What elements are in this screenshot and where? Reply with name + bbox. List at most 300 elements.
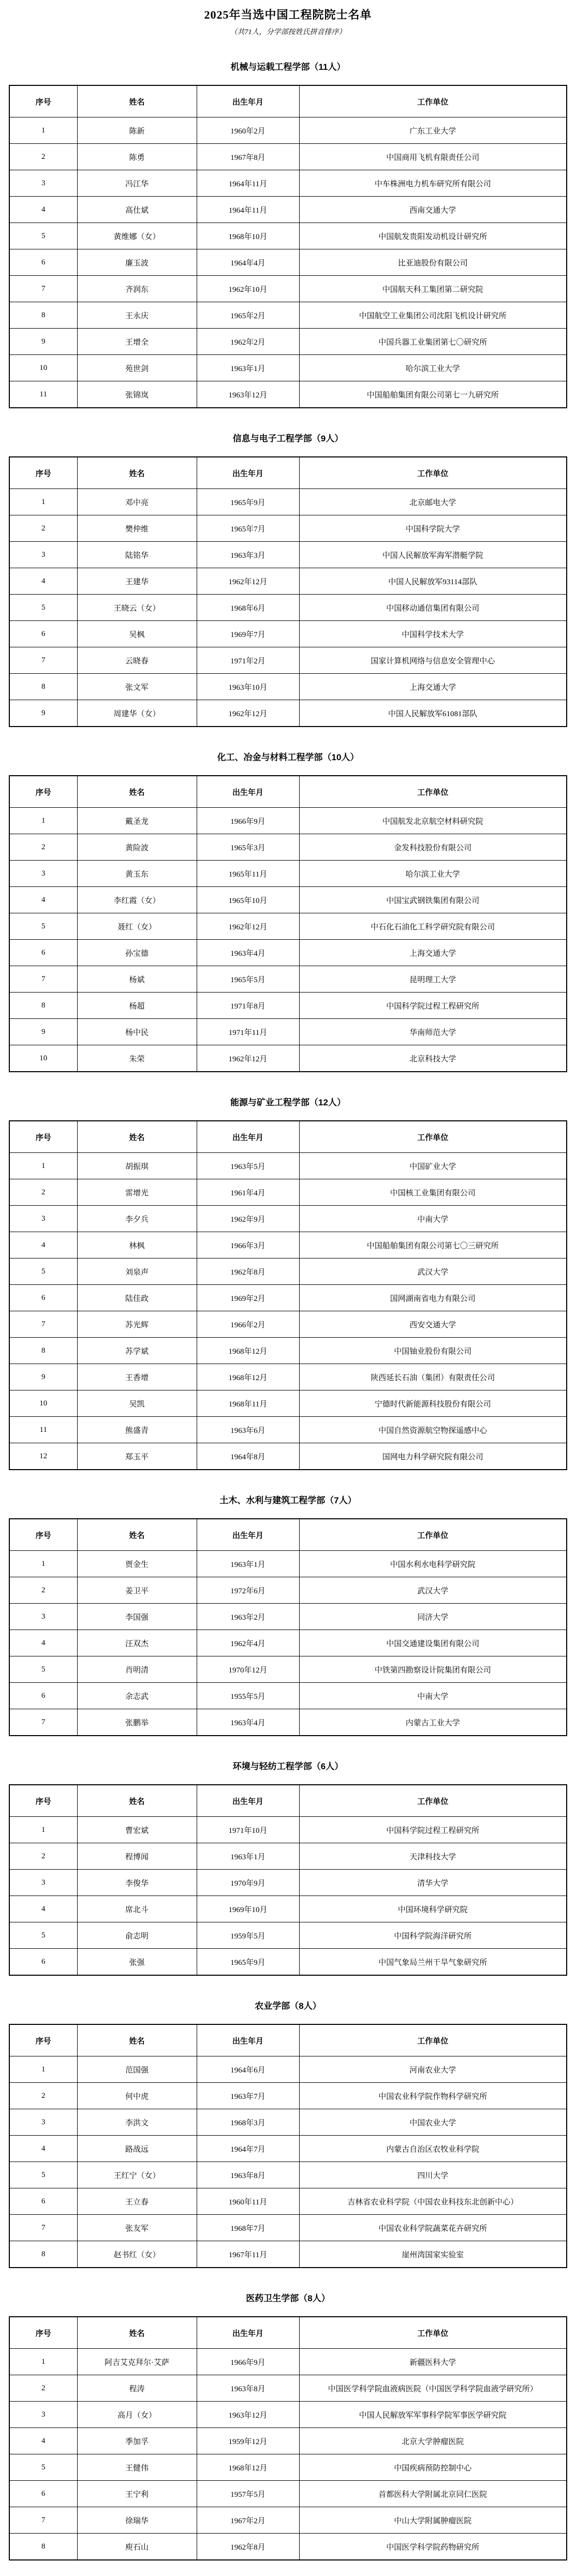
cell-employer: 中国船舶集团有限公司第七一九研究所 xyxy=(299,381,567,408)
column-header: 序号 xyxy=(9,1121,77,1153)
department-section xyxy=(0,2291,576,2560)
cell-birth-date: 1964年11月 xyxy=(197,197,299,223)
cell-index: 1 xyxy=(9,2056,77,2083)
cell-name: 胡振琪 xyxy=(77,1153,197,1179)
department-section xyxy=(0,431,576,727)
table-header-row xyxy=(9,1121,567,1153)
cell-index: 3 xyxy=(9,170,77,197)
table-row xyxy=(9,355,567,381)
section-heading: 环境与轻纺工程学部（6人） xyxy=(232,1761,344,1771)
cell-birth-date: 1969年2月 xyxy=(197,1285,299,1311)
cell-employer: 昆明理工大学 xyxy=(299,966,567,993)
cell-employer: 清华大学 xyxy=(299,1870,567,1896)
cell-birth-date: 1960年11月 xyxy=(197,2188,299,2215)
cell-employer: 北京邮电大学 xyxy=(299,489,567,515)
cell-index: 6 xyxy=(9,2481,77,2507)
cell-name: 熊盛青 xyxy=(77,1417,197,1443)
table-row xyxy=(9,1577,567,1604)
cell-birth-date: 1963年4月 xyxy=(197,940,299,966)
cell-index: 7 xyxy=(9,2215,77,2241)
cell-birth-date: 1955年5月 xyxy=(197,1683,299,1709)
cell-employer: 上海交通大学 xyxy=(299,940,567,966)
table-row xyxy=(9,2454,567,2481)
cell-birth-date: 1959年12月 xyxy=(197,2428,299,2454)
cell-index: 7 xyxy=(9,1311,77,1338)
cell-employer: 崖州湾国家实验室 xyxy=(299,2241,567,2268)
cell-birth-date: 1964年6月 xyxy=(197,2056,299,2083)
table-row xyxy=(9,117,567,144)
cell-employer: 内蒙古自治区农牧业科学院 xyxy=(299,2136,567,2162)
cell-employer: 中国商用飞机有限责任公司 xyxy=(299,144,567,170)
table-row xyxy=(9,1817,567,1843)
table-row xyxy=(9,1206,567,1232)
cell-index: 6 xyxy=(9,621,77,647)
cell-employer: 同济大学 xyxy=(299,1604,567,1630)
cell-employer: 中国人民解放军61081部队 xyxy=(299,700,567,727)
cell-name: 李国强 xyxy=(77,1604,197,1630)
cell-name: 聂红（女） xyxy=(77,913,197,940)
cell-birth-date: 1968年11月 xyxy=(197,1390,299,1417)
cell-name: 冯江华 xyxy=(77,170,197,197)
cell-birth-date: 1965年2月 xyxy=(197,302,299,329)
section-heading: 农业学部（8人） xyxy=(255,2001,321,2011)
cell-birth-date: 1968年7月 xyxy=(197,2215,299,2241)
column-header: 序号 xyxy=(9,2317,77,2349)
cell-index: 3 xyxy=(9,2402,77,2428)
cell-birth-date: 1959年5月 xyxy=(197,1922,299,1949)
cell-employer: 首都医科大学附属北京同仁医院 xyxy=(299,2481,567,2507)
cell-index: 7 xyxy=(9,966,77,993)
table-row xyxy=(9,1604,567,1630)
cell-birth-date: 1963年10月 xyxy=(197,674,299,700)
cell-name: 刘泉声 xyxy=(77,1259,197,1285)
cell-index: 5 xyxy=(9,1922,77,1949)
cell-index: 5 xyxy=(9,2454,77,2481)
cell-employer: 中车株洲电力机车研究所有限公司 xyxy=(299,170,567,197)
roster-table xyxy=(9,2316,567,2560)
table-header-row xyxy=(9,85,567,117)
cell-index: 6 xyxy=(9,1285,77,1311)
table-row xyxy=(9,2056,567,2083)
table-row xyxy=(9,302,567,329)
table-row xyxy=(9,1417,567,1443)
column-header: 工作单位 xyxy=(299,1785,567,1817)
cell-employer: 哈尔滨工业大学 xyxy=(299,355,567,381)
cell-birth-date: 1966年2月 xyxy=(197,1311,299,1338)
table-row xyxy=(9,1843,567,1870)
cell-employer: 中国医学科学院血液病医院（中国医学科学院血液学研究所） xyxy=(299,2375,567,2402)
section-heading: 机械与运载工程学部（11人） xyxy=(230,62,346,72)
table-row xyxy=(9,144,567,170)
table-row xyxy=(9,1285,567,1311)
table-row xyxy=(9,674,567,700)
cell-employer: 北京科技大学 xyxy=(299,1045,567,1072)
cell-name: 汪双杰 xyxy=(77,1630,197,1656)
cell-name: 苑世剑 xyxy=(77,355,197,381)
cell-name: 余志武 xyxy=(77,1683,197,1709)
column-header: 出生年月 xyxy=(197,2024,299,2056)
cell-employer: 天津科技大学 xyxy=(299,1843,567,1870)
table-row xyxy=(9,1259,567,1285)
cell-name: 阿吉艾克拜尔·艾萨 xyxy=(77,2349,197,2375)
cell-name: 周建华（女） xyxy=(77,700,197,727)
cell-name: 姜卫平 xyxy=(77,1577,197,1604)
column-header: 姓名 xyxy=(77,2317,197,2349)
cell-name: 王健伟 xyxy=(77,2454,197,2481)
sections-container xyxy=(0,60,576,2560)
table-row xyxy=(9,647,567,674)
cell-index: 8 xyxy=(9,2534,77,2560)
cell-name: 齐润东 xyxy=(77,276,197,302)
table-row xyxy=(9,1551,567,1577)
table-row xyxy=(9,2402,567,2428)
cell-index: 3 xyxy=(9,1604,77,1630)
roster-table xyxy=(9,1518,567,1736)
cell-index: 7 xyxy=(9,647,77,674)
cell-name: 高月（女） xyxy=(77,2402,197,2428)
cell-index: 7 xyxy=(9,2507,77,2534)
table-row xyxy=(9,170,567,197)
cell-index: 2 xyxy=(9,2083,77,2109)
cell-employer: 中国矿业大学 xyxy=(299,1153,567,1179)
table-row xyxy=(9,2241,567,2268)
cell-index: 2 xyxy=(9,515,77,542)
table-row xyxy=(9,1922,567,1949)
cell-index: 9 xyxy=(9,700,77,727)
table-row xyxy=(9,2507,567,2534)
cell-index: 2 xyxy=(9,1179,77,1206)
cell-employer: 广东工业大学 xyxy=(299,117,567,144)
cell-employer: 吉林省农业科学院（中国农业科技东北创新中心） xyxy=(299,2188,567,2215)
table-row xyxy=(9,249,567,276)
cell-index: 8 xyxy=(9,993,77,1019)
cell-name: 张文军 xyxy=(77,674,197,700)
table-row xyxy=(9,2109,567,2136)
cell-birth-date: 1969年10月 xyxy=(197,1896,299,1922)
table-row xyxy=(9,1019,567,1045)
cell-birth-date: 1965年10月 xyxy=(197,887,299,913)
cell-employer: 华南师范大学 xyxy=(299,1019,567,1045)
table-row xyxy=(9,1390,567,1417)
table-row xyxy=(9,223,567,249)
table-row xyxy=(9,834,567,861)
cell-employer: 中国铀业股份有限公司 xyxy=(299,1338,567,1364)
cell-name: 赵书红（女） xyxy=(77,2241,197,2268)
cell-birth-date: 1962年9月 xyxy=(197,1206,299,1232)
table-row xyxy=(9,2349,567,2375)
cell-employer: 国网电力科学研究院有限公司 xyxy=(299,1443,567,1470)
cell-index: 7 xyxy=(9,1709,77,1736)
page-subtitle: （共71人，分学部按姓氏拼音排序） xyxy=(230,28,346,36)
cell-name: 王增全 xyxy=(77,329,197,355)
cell-index: 11 xyxy=(9,1417,77,1443)
cell-employer: 西安交通大学 xyxy=(299,1311,567,1338)
cell-birth-date: 1963年8月 xyxy=(197,2375,299,2402)
section-heading: 化工、冶金与材料工程学部（10人） xyxy=(217,752,359,762)
table-row xyxy=(9,887,567,913)
cell-name: 黄玉东 xyxy=(77,861,197,887)
cell-employer: 河南农业大学 xyxy=(299,2056,567,2083)
cell-name: 苏学斌 xyxy=(77,1338,197,1364)
cell-name: 程涛 xyxy=(77,2375,197,2402)
cell-name: 云晓春 xyxy=(77,647,197,674)
column-header: 姓名 xyxy=(77,2024,197,2056)
roster-table xyxy=(9,456,567,727)
cell-employer: 中国疾病预防控制中心 xyxy=(299,2454,567,2481)
table-row xyxy=(9,1683,567,1709)
cell-index: 6 xyxy=(9,1949,77,1976)
table-row xyxy=(9,1870,567,1896)
cell-birth-date: 1964年11月 xyxy=(197,170,299,197)
table-row xyxy=(9,621,567,647)
column-header: 姓名 xyxy=(77,1519,197,1551)
section-heading: 医药卫生学部（8人） xyxy=(246,2293,330,2303)
column-header: 工作单位 xyxy=(299,2024,567,2056)
cell-index: 2 xyxy=(9,144,77,170)
cell-employer: 金发科技股份有限公司 xyxy=(299,834,567,861)
cell-birth-date: 1965年9月 xyxy=(197,489,299,515)
cell-employer: 中国交通建设集团有限公司 xyxy=(299,1630,567,1656)
cell-birth-date: 1960年2月 xyxy=(197,117,299,144)
table-row xyxy=(9,993,567,1019)
cell-birth-date: 1964年7月 xyxy=(197,2136,299,2162)
column-header: 序号 xyxy=(9,1519,77,1551)
cell-name: 张友军 xyxy=(77,2215,197,2241)
column-header: 工作单位 xyxy=(299,1121,567,1153)
cell-name: 杨斌 xyxy=(77,966,197,993)
page-title: 2025年当选中国工程院院士名单 xyxy=(204,8,372,21)
cell-employer: 中国科学院大学 xyxy=(299,515,567,542)
table-row xyxy=(9,940,567,966)
cell-birth-date: 1963年12月 xyxy=(197,2402,299,2428)
table-header-row xyxy=(9,457,567,489)
cell-employer: 中山大学附属肿瘤医院 xyxy=(299,2507,567,2534)
department-section xyxy=(0,1095,576,1470)
cell-index: 9 xyxy=(9,1364,77,1390)
cell-employer: 中国科学院海洋研究所 xyxy=(299,1922,567,1949)
cell-name: 雷增光 xyxy=(77,1179,197,1206)
cell-name: 范国强 xyxy=(77,2056,197,2083)
cell-birth-date: 1967年8月 xyxy=(197,144,299,170)
department-section xyxy=(0,1493,576,1736)
cell-name: 陈勇 xyxy=(77,144,197,170)
cell-name: 张锦岚 xyxy=(77,381,197,408)
table-row xyxy=(9,2083,567,2109)
cell-birth-date: 1971年11月 xyxy=(197,1019,299,1045)
cell-birth-date: 1962年12月 xyxy=(197,568,299,595)
cell-name: 黄险波 xyxy=(77,834,197,861)
cell-birth-date: 1962年2月 xyxy=(197,329,299,355)
cell-index: 1 xyxy=(9,1817,77,1843)
cell-index: 8 xyxy=(9,1338,77,1364)
cell-employer: 武汉大学 xyxy=(299,1577,567,1604)
cell-birth-date: 1966年9月 xyxy=(197,2349,299,2375)
table-header-row xyxy=(9,1785,567,1817)
cell-employer: 中国航发贵阳发动机设计研究所 xyxy=(299,223,567,249)
cell-index: 6 xyxy=(9,940,77,966)
cell-employer: 国网湖南省电力有限公司 xyxy=(299,1285,567,1311)
table-row xyxy=(9,1232,567,1259)
section-heading: 能源与矿业工程学部（12人） xyxy=(230,1098,346,1107)
cell-index: 10 xyxy=(9,1045,77,1072)
cell-index: 4 xyxy=(9,887,77,913)
table-row xyxy=(9,1896,567,1922)
cell-birth-date: 1963年1月 xyxy=(197,355,299,381)
cell-birth-date: 1968年6月 xyxy=(197,595,299,621)
cell-name: 王红宁（女） xyxy=(77,2162,197,2188)
table-row xyxy=(9,2481,567,2507)
table-row xyxy=(9,2534,567,2560)
cell-name: 徐瑞华 xyxy=(77,2507,197,2534)
cell-employer: 中国农业大学 xyxy=(299,2109,567,2136)
cell-birth-date: 1965年11月 xyxy=(197,861,299,887)
cell-index: 5 xyxy=(9,223,77,249)
cell-name: 俞志明 xyxy=(77,1922,197,1949)
table-row xyxy=(9,197,567,223)
cell-index: 1 xyxy=(9,117,77,144)
cell-name: 廉玉波 xyxy=(77,249,197,276)
cell-name: 吴枫 xyxy=(77,621,197,647)
table-row xyxy=(9,808,567,834)
table-row xyxy=(9,595,567,621)
roster-table xyxy=(9,85,567,408)
table-row xyxy=(9,2428,567,2454)
cell-index: 2 xyxy=(9,834,77,861)
column-header: 姓名 xyxy=(77,457,197,489)
cell-name: 陆铭华 xyxy=(77,542,197,568)
table-row xyxy=(9,1179,567,1206)
cell-employer: 西南交通大学 xyxy=(299,197,567,223)
cell-index: 1 xyxy=(9,1153,77,1179)
cell-name: 林枫 xyxy=(77,1232,197,1259)
cell-birth-date: 1962年12月 xyxy=(197,1045,299,1072)
cell-index: 3 xyxy=(9,861,77,887)
cell-index: 3 xyxy=(9,542,77,568)
cell-birth-date: 1971年2月 xyxy=(197,647,299,674)
cell-birth-date: 1963年1月 xyxy=(197,1551,299,1577)
cell-index: 4 xyxy=(9,568,77,595)
cell-employer: 中石化石油化工科学研究院有限公司 xyxy=(299,913,567,940)
table-header-row xyxy=(9,2024,567,2056)
cell-birth-date: 1971年10月 xyxy=(197,1817,299,1843)
cell-birth-date: 1963年4月 xyxy=(197,1709,299,1736)
column-header: 姓名 xyxy=(77,776,197,808)
table-row xyxy=(9,1338,567,1364)
table-row xyxy=(9,1949,567,1976)
cell-birth-date: 1970年9月 xyxy=(197,1870,299,1896)
roster-table xyxy=(9,775,567,1072)
table-row xyxy=(9,329,567,355)
table-header-row xyxy=(9,2317,567,2349)
cell-name: 朱荣 xyxy=(77,1045,197,1072)
cell-employer: 宁德时代新能源科技股份有限公司 xyxy=(299,1390,567,1417)
cell-birth-date: 1962年4月 xyxy=(197,1630,299,1656)
cell-birth-date: 1968年12月 xyxy=(197,1364,299,1390)
cell-employer: 中国人民解放军军事科学院军事医学研究院 xyxy=(299,2402,567,2428)
cell-index: 5 xyxy=(9,1259,77,1285)
cell-name: 张强 xyxy=(77,1949,197,1976)
cell-employer: 中国船舶集团有限公司第七〇三研究所 xyxy=(299,1232,567,1259)
cell-employer: 中国医学科学院药物研究所 xyxy=(299,2534,567,2560)
section-heading: 信息与电子工程学部（9人） xyxy=(232,434,344,443)
table-row xyxy=(9,542,567,568)
cell-employer: 四川大学 xyxy=(299,2162,567,2188)
cell-index: 2 xyxy=(9,2375,77,2402)
cell-index: 3 xyxy=(9,2109,77,2136)
cell-birth-date: 1967年11月 xyxy=(197,2241,299,2268)
cell-index: 5 xyxy=(9,2162,77,2188)
table-row xyxy=(9,2136,567,2162)
table-row xyxy=(9,381,567,408)
cell-birth-date: 1966年3月 xyxy=(197,1232,299,1259)
cell-name: 张鹏举 xyxy=(77,1709,197,1736)
cell-birth-date: 1967年2月 xyxy=(197,2507,299,2534)
cell-index: 2 xyxy=(9,1577,77,1604)
roster-table xyxy=(9,2024,567,2268)
column-header: 出生年月 xyxy=(197,457,299,489)
cell-birth-date: 1964年8月 xyxy=(197,1443,299,1470)
cell-birth-date: 1965年5月 xyxy=(197,966,299,993)
cell-index: 4 xyxy=(9,1896,77,1922)
cell-birth-date: 1961年4月 xyxy=(197,1179,299,1206)
cell-birth-date: 1963年8月 xyxy=(197,2162,299,2188)
cell-name: 杨中民 xyxy=(77,1019,197,1045)
cell-employer: 中国航天科工集团第二研究院 xyxy=(299,276,567,302)
cell-index: 2 xyxy=(9,1843,77,1870)
table-row xyxy=(9,2188,567,2215)
table-row xyxy=(9,515,567,542)
column-header: 出生年月 xyxy=(197,1519,299,1551)
column-header: 序号 xyxy=(9,776,77,808)
department-section xyxy=(0,60,576,408)
cell-birth-date: 1964年4月 xyxy=(197,249,299,276)
cell-employer: 中国环境科学研究院 xyxy=(299,1896,567,1922)
roster-table xyxy=(9,1120,567,1470)
table-row xyxy=(9,568,567,595)
cell-birth-date: 1963年6月 xyxy=(197,1417,299,1443)
cell-employer: 比亚迪股份有限公司 xyxy=(299,249,567,276)
table-row xyxy=(9,1364,567,1390)
cell-employer: 中国气象局兰州干旱气象研究所 xyxy=(299,1949,567,1976)
cell-birth-date: 1965年9月 xyxy=(197,1949,299,1976)
cell-employer: 上海交通大学 xyxy=(299,674,567,700)
cell-index: 12 xyxy=(9,1443,77,1470)
table-row xyxy=(9,1045,567,1072)
cell-employer: 内蒙古工业大学 xyxy=(299,1709,567,1736)
cell-index: 1 xyxy=(9,1551,77,1577)
cell-employer: 中国自然资源航空物探遥感中心 xyxy=(299,1417,567,1443)
column-header: 姓名 xyxy=(77,1121,197,1153)
cell-index: 4 xyxy=(9,2428,77,2454)
cell-employer: 中国农业科学院作物科学研究所 xyxy=(299,2083,567,2109)
department-section xyxy=(0,1998,576,2268)
table-row xyxy=(9,276,567,302)
cell-index: 10 xyxy=(9,355,77,381)
cell-name: 李俊华 xyxy=(77,1870,197,1896)
column-header: 序号 xyxy=(9,457,77,489)
table-row xyxy=(9,2215,567,2241)
cell-birth-date: 1962年10月 xyxy=(197,276,299,302)
cell-name: 王立春 xyxy=(77,2188,197,2215)
cell-employer: 中国宝武钢铁集团有限公司 xyxy=(299,887,567,913)
cell-birth-date: 1968年12月 xyxy=(197,2454,299,2481)
cell-index: 1 xyxy=(9,2349,77,2375)
cell-employer: 哈尔滨工业大学 xyxy=(299,861,567,887)
table-row xyxy=(9,1153,567,1179)
cell-name: 李红霞（女） xyxy=(77,887,197,913)
cell-birth-date: 1963年7月 xyxy=(197,2083,299,2109)
column-header: 序号 xyxy=(9,1785,77,1817)
